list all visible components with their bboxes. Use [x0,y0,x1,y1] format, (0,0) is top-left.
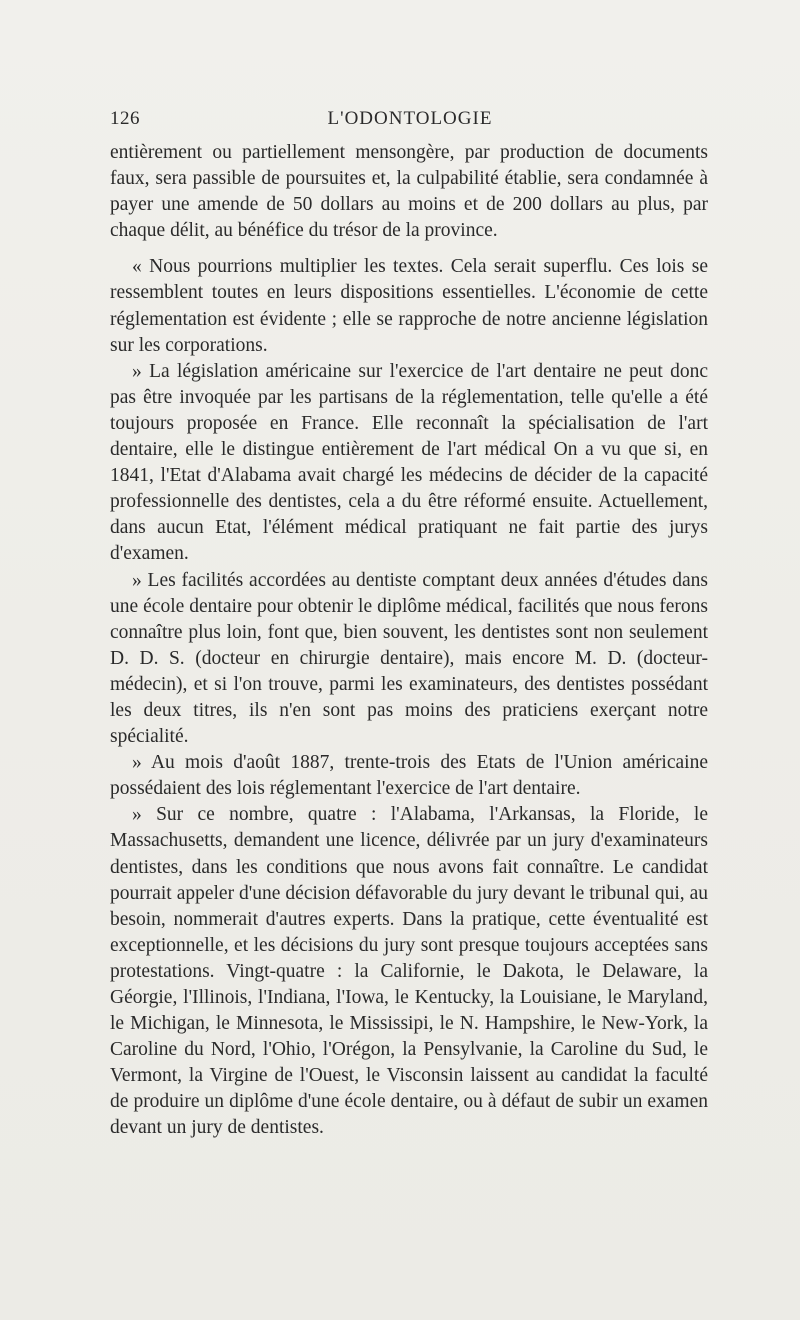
paragraph-august-1887: » Au mois d'août 1887, trente-trois des Etats de l'Union américaine possédaient des lois réglementant l'exercice de l'art dentaire. [110,752,708,800]
paragraph-continuation: entièrement ou partiellement mensongère, par production de documents faux, sera passible de poursuites et, la culpabilité établie, sera condamnée à payer une amende de 50 dollars au moins et de 200 dollars au plus, par chaque délit, au bénéfice du trésor de la province. [110,142,708,242]
page-header [110,108,710,138]
paragraph-facilities: » Les facilités accordées au dentiste comptant deux années d'études dans une école dentaire pour obtenir le diplôme médical, facilités que nous ferons connaître plus loin, font que, bien souvent, les dentistes sont non seulement D. D. S. (docteur en chirurgie dentaire), mais encore M. D. (docteur-médecin), et si l'on trouve, parmi les examinateurs, des dentistes possédant les deux titres, ils n'en sont pas moins des praticiens exerçant notre spécialité. [110,569,708,748]
paragraph-quote-intro: « Nous pourrions multiplier les textes. Cela serait superflu. Ces lois se ressemblent toutes en leurs dispositions essentielles. L'économie de cette réglementation est évidente ; elle se rapproche de notre ancienne législation sur les corporations. [110,256,708,356]
paragraph-american-legislation: » La législation américaine sur l'exercice de l'art dentaire ne peut donc pas être invoquée par les partisans de la réglementation, telle qu'elle a été toujours proposée en France. Elle reconnaît la spécialisation de l'art dentaire, elle le distingue entièrement de l'art médical On a vu que si, en 1841, l'Etat d'Alabama avait chargé les médecins de décider de la capacité professionnelle des dentistes, cela a du être réformé ensuite. Actuellement, dans aucun Etat, l'élément médical pratiquant ne fait partie des jurys d'examen. [110,360,708,565]
page-number: 126 [110,108,140,129]
running-title: L'ODONTOLOGIE [327,108,493,129]
body-text [110,140,708,1142]
paragraph-states-list: » Sur ce nombre, quatre : l'Alabama, l'Arkansas, la Floride, le Massachusetts, demandent une licence, délivrée par un jury d'examinateurs dentistes, dans les conditions que nous avons fait connaître. Le candidat pourrait appeler d'une décision défavorable du jury devant le tribunal qui, au besoin, nommerait d'autres experts. Dans la pratique, cette éventualité est exceptionnelle, et les décisions du jury sont presque toujours acceptées sans protestations. Vingt-quatre : la Californie, le Dakota, le Delaware, la Géorgie, l'Illinois, l'Indiana, l'Iowa, le Kentucky, la Louisiane, le Maryland, le Michigan, le Minnesota, le Mississipi, le N. Hampshire, le New-York, la Caroline du Nord, l'Ohio, l'Orégon, la Pensylvanie, la Caroline du Sud, le Vermont, la Virgine de l'Ouest, le Visconsin laissent au candidat la faculté de produire un diplôme d'une école dentaire, ou à défaut de subir un examen devant un jury de dentistes. [110,804,708,1139]
